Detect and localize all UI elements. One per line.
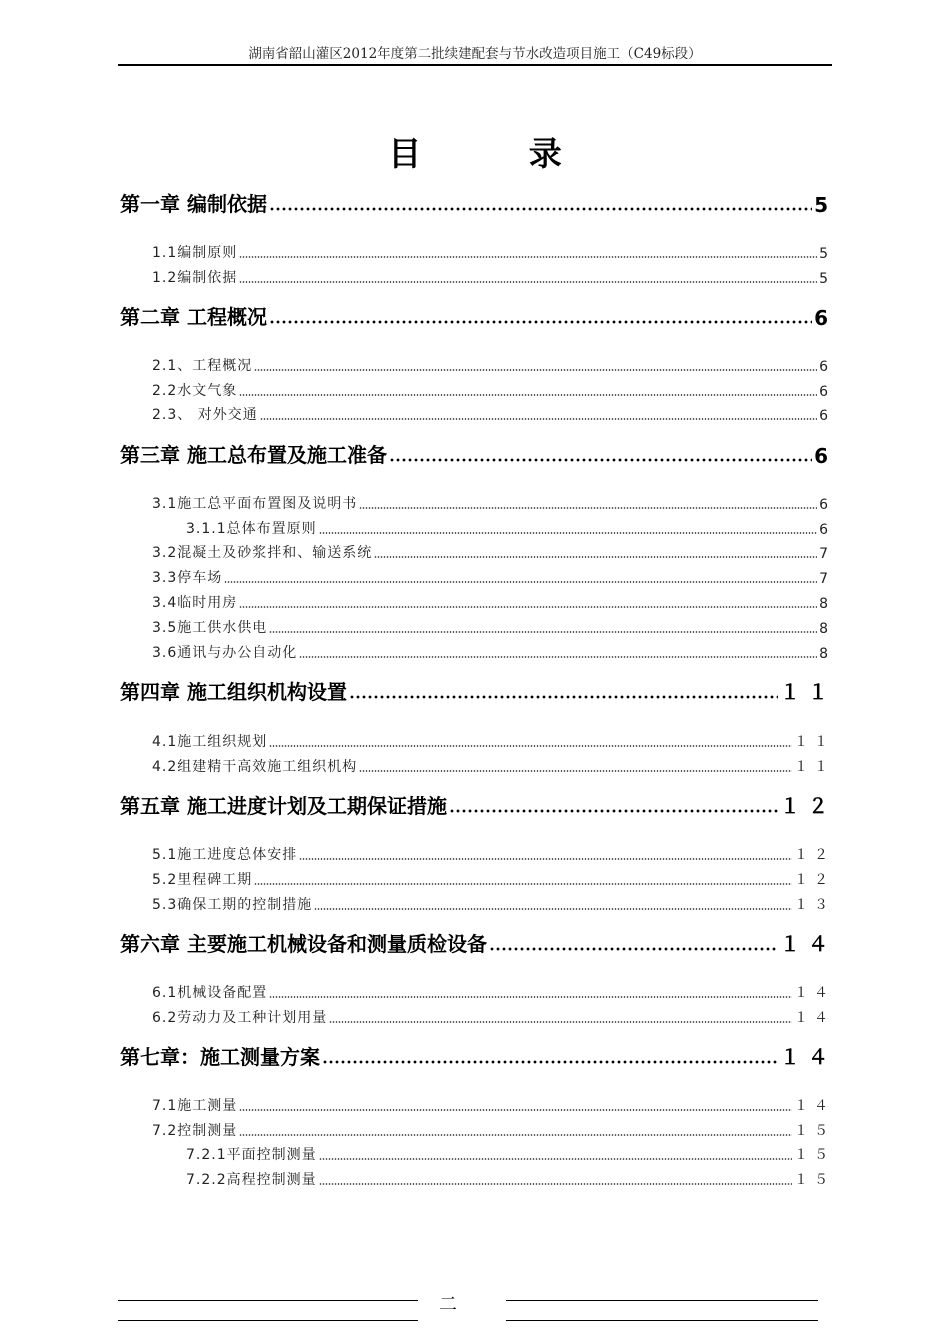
toc-page: １１ [780,680,836,704]
toc-page: １３ [794,897,834,913]
dot-leader [319,532,817,534]
dot-leader [269,996,792,998]
toc-label: 3.1施工总平面布置图及说明书 [152,496,358,512]
toc-label: 2.2水文气象 [152,383,238,399]
toc-label: 7.2.2高程控制测量 [186,1172,317,1188]
dot-leader [239,1134,792,1136]
dot-leader [449,809,778,813]
footer-rule-left-top [118,1300,418,1301]
dot-leader [359,507,817,509]
toc-label: 7.2.1平面控制测量 [186,1147,317,1163]
toc-section[interactable] [152,1007,834,1027]
toc-page: 8 [819,646,834,662]
toc-section[interactable] [152,542,834,562]
toc-page: １４ [794,1098,834,1114]
toc-label: 5.1施工进度总体安排 [152,847,298,863]
dot-leader [269,745,792,747]
dot-leader [329,1021,792,1023]
footer-rule-left-bottom [118,1320,418,1321]
toc-label: 6.1机械设备配置 [152,985,268,1001]
dot-leader [269,320,812,324]
toc-label: 第一章 编制依据 [120,192,267,216]
dot-leader [239,281,817,283]
toc-label: 5.2里程碑工期 [152,872,253,888]
toc-page: １５ [794,1147,834,1163]
toc-page: 5 [819,246,834,262]
toc-section[interactable] [152,869,834,889]
toc-label: 7.1施工测量 [152,1098,238,1114]
toc-label: 第七章：施工测量方案 [120,1045,320,1069]
toc-page: １２ [794,872,834,888]
toc-section[interactable] [152,1095,834,1115]
toc-page: １４ [794,985,834,1001]
toc-page: １４ [780,1045,836,1069]
page-header: 湖南省韶山灌区2012年度第二批续建配套与节水改造项目施工（C49标段） [248,46,702,62]
toc-label: 3.1.1总体布置原则 [186,521,317,537]
toc-section[interactable] [152,592,834,612]
toc-chapter-1[interactable] [120,188,836,217]
toc-label: 1.1编制原则 [152,245,238,261]
toc-label: 3.2混凝土及砂浆拌和、输送系统 [152,545,373,561]
toc-subsection[interactable] [186,1169,834,1189]
toc-label: 第二章 工程概况 [120,305,267,329]
toc-subsection[interactable] [186,518,834,538]
toc-section[interactable] [152,894,834,914]
toc-chapter-4[interactable] [120,676,836,705]
toc-page: １４ [794,1010,834,1026]
dot-leader [254,883,792,885]
dot-leader [319,1183,792,1185]
toc-section[interactable] [152,756,834,776]
dot-leader [269,631,817,633]
toc-section[interactable] [152,844,834,864]
toc-label: 4.2组建精干高效施工组织机构 [152,759,358,775]
toc-page: １２ [780,794,836,818]
dot-leader [254,369,817,371]
toc-page: １４ [780,932,836,956]
toc-section[interactable] [152,617,834,637]
toc-page: 6 [819,408,834,424]
toc-page: １５ [794,1123,834,1139]
toc-label: 4.1施工组织规划 [152,734,268,750]
dot-leader [239,256,817,258]
toc-chapter-2[interactable] [120,301,836,330]
dot-leader [239,1109,792,1111]
toc-page: １１ [794,759,834,775]
dot-leader [319,1158,792,1160]
toc-page: 6 [814,306,836,330]
footer-page-number: 二 [439,1294,457,1315]
dot-leader [389,458,812,462]
toc-page: 6 [819,384,834,400]
toc-section[interactable] [152,731,834,751]
toc-page: 6 [814,444,836,468]
dot-leader [224,581,817,583]
toc-section[interactable] [152,355,834,375]
header-rule [118,64,832,66]
toc-section[interactable] [152,242,834,262]
toc-label: 第四章 施工组织机构设置 [120,680,347,704]
dot-leader [239,606,817,608]
toc-section[interactable] [152,567,834,587]
toc-section[interactable] [152,642,834,662]
toc-label: 2.1、工程概况 [152,358,253,374]
dot-leader [239,394,817,396]
toc-page: 6 [819,359,834,375]
footer-rule-right-top [506,1300,818,1301]
toc-page: 8 [819,596,834,612]
dot-leader [374,556,817,558]
toc-subsection[interactable] [186,1144,834,1164]
toc-section[interactable] [152,982,834,1002]
toc-section[interactable] [152,404,834,424]
toc-section[interactable] [152,267,834,287]
toc-page: 5 [814,193,836,217]
dot-leader [299,656,817,658]
toc-label: 第五章 施工进度计划及工期保证措施 [120,794,447,818]
toc-chapter-3[interactable] [120,439,836,468]
toc-page: 7 [819,546,834,562]
toc-label: 7.2控制测量 [152,1123,238,1139]
dot-leader [314,908,792,910]
toc-label: 6.2劳动力及工种计划用量 [152,1010,328,1026]
toc-label: 3.3停车场 [152,570,223,586]
dot-leader [269,207,812,211]
dot-leader [349,695,778,699]
toc-chapter-5[interactable] [120,790,836,819]
toc-page: 8 [819,621,834,637]
dot-leader [322,1060,778,1064]
toc-section[interactable] [152,493,834,513]
toc-section[interactable] [152,380,834,400]
toc-label: 第六章 主要施工机械设备和测量质检设备 [120,932,487,956]
toc-label: 3.5施工供水供电 [152,620,268,636]
footer-rule-right-bottom [506,1320,818,1321]
toc-label: 2.3、 对外交通 [152,407,258,423]
dot-leader [359,770,792,772]
toc-label: 3.6通讯与办公自动化 [152,645,298,661]
toc-page: １２ [794,847,834,863]
toc-label: 5.3确保工期的控制措施 [152,897,313,913]
toc-section[interactable] [152,1120,834,1140]
toc-label: 1.2编制依据 [152,270,238,286]
toc-page: 6 [819,497,834,513]
toc-chapter-7[interactable] [120,1041,836,1070]
dot-leader [299,858,792,860]
toc-page: １５ [794,1172,834,1188]
dot-leader [489,947,778,951]
toc-title: 目 录 [388,134,610,173]
toc-page: 6 [819,522,834,538]
dot-leader [260,418,817,420]
toc-page: 5 [819,271,834,287]
toc-label: 第三章 施工总布置及施工准备 [120,443,387,467]
toc-page: １１ [794,734,834,750]
toc-chapter-6[interactable] [120,928,836,957]
toc-page: 7 [819,571,834,587]
toc-label: 3.4临时用房 [152,595,238,611]
